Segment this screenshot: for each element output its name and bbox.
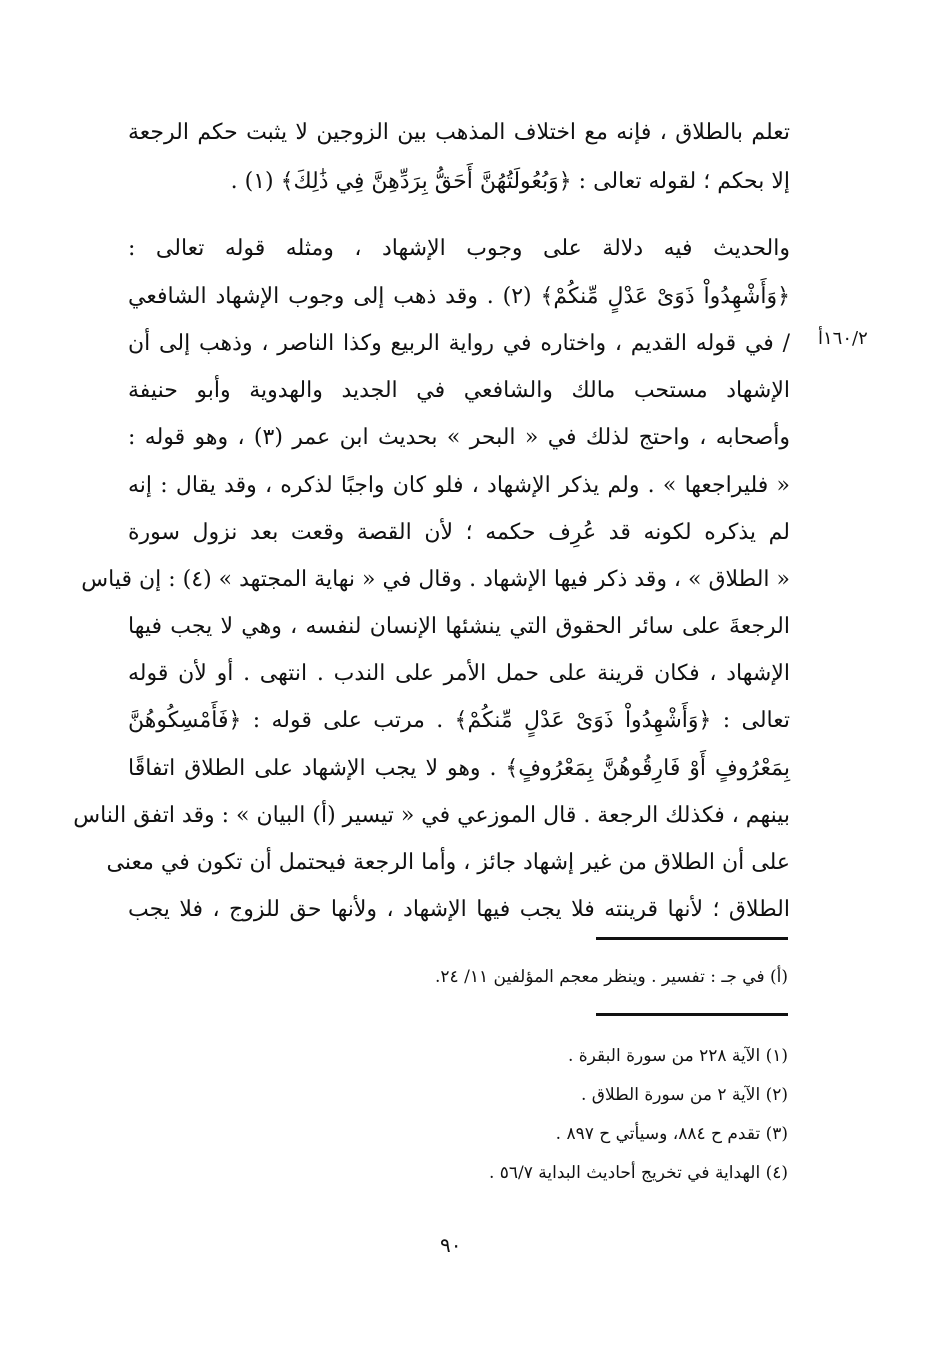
text-line: ﴿وَأَشْهِدُواْ ذَوَىْ عَدْلٍ مِّنكُمْ﴾ (٢) . وقد ذهب إلى وجوب الإشهاد الشافعي [128,284,791,309]
text-line: تعالى : ﴿وَأَشْهِدُواْ ذَوَىْ عَدْلٍ مِّنكُمْ﴾ . مرتب على قوله : ﴿فَأَمْسِكُوهُنَّ [128,708,790,733]
footnote: (٢) الآية ٢ من سورة الطلاق . [580,1085,788,1105]
text-line: الرجعةَ على سائر الحقوق التي ينشئها الإنسان لنفسه ، وهي لا يجب فيها [128,614,790,639]
text-line: / في قوله القديم ، واختاره في رواية الربيع وكذا الناصر ، وذهب إلى أن [128,331,790,356]
text-line: إلا بحكم ؛ لقوله تعالى : ﴿وَبُعُولَتُهُنَّ أَحَقُّ بِرَدِّهِنَّ فِي ذَٰلِكَ﴾ (١) . [230,169,790,194]
text-line: لم يذكره لكونه قد عُرِف حكمه ؛ لأن القصة وقعت بعد نزول سورة [128,520,790,545]
text-line: الطلاق ؛ لأنها قرينته فلا يجب فيها الإشهاد ، ولأنها حق للزوج ، فلا يجب [128,897,790,922]
footnote: (٣) تقدم ح ٨٨٤، وسيأتي ح ٨٩٧ . [555,1124,788,1144]
margin-folio-note: ١٦٠/٢أ [818,328,868,349]
variant-footnote: (أ) في جـ : تفسير . وينظر معجم المؤلفين ١١/ ٢٤. [435,967,788,987]
text-line: والحديث فيه دلالة على وجوب الإشهاد ، ومثله قوله تعالى : [128,236,790,261]
footnote: (١) الآية ٢٢٨ من سورة البقرة . [567,1046,788,1066]
main-text-block [73,0,791,1353]
text-line: بِمَعْرُوفٍ أَوْ فَارِقُوهُنَّ بِمَعْرُوفٍ﴾ . وهو لا يجب الإشهاد على الطلاق اتفاقًا [128,756,790,781]
text-line: الإشهاد ، فكان قرينة على حمل الأمر على الندب . انتهى . أو لأن قوله [128,661,790,686]
text-line: بينهم ، فكذلك الرجعة . قال الموزعي في « تيسير (أ) البيان » : وقد اتفق الناس [73,803,790,828]
footnote-divider [596,1013,788,1016]
footnote: (٤) الهداية في تخريج أحاديث البداية ٥٦/٧ . [488,1163,788,1183]
text-line: الإشهاد مستحب مالك والشافعي في الجديد والهدوية وأبو حنيفة [128,378,790,403]
text-line: وأصحابه ، واحتج لذلك في « البحر » بحديث ابن عمر (٣) ، وهو قوله : [128,425,790,450]
text-line: « فليراجعها » . ولم يذكر الإشهاد ، فلو كان واجبًا لذكره ، وقد يقال : إنه [128,473,790,498]
text-line: تعلم بالطلاق ، فإنه مع اختلاف المذهب بين الزوجين لا يثبت حكم الرجعة [128,120,790,145]
text-line: « الطلاق » ، وقد ذكر فيها الإشهاد . وقال في « نهاية المجتهد » (٤) : إن قياس [81,567,790,592]
footnote-divider [596,937,788,940]
page-number: ٩٠ [440,1233,462,1257]
text-line: على أن الطلاق من غير إشهاد جائز ، وأما الرجعة فيحتمل أن تكون في معنى [106,850,790,875]
